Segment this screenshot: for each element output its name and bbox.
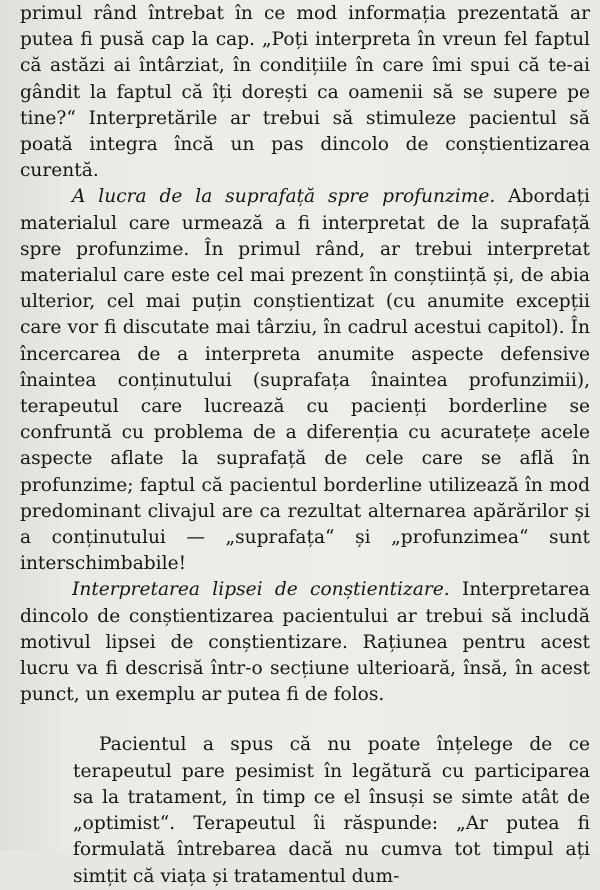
case-example-paragraph [20,732,590,889]
case-example-text: Pacientul a spus că nu poate înțelege de ce terapeutul pare pesimist în legătură cu participarea sa la tratament, în timp ce el însuși se simte atât de „optimist“. Terapeutul îi răspunde: „Ar putea fi formulată întrebarea dacă nu cumva tot timpul ați simțit că viața și tratamentul dum- [73,734,590,887]
body-text [20,1,590,890]
paragraph-2-heading: A lucra de la suprafață spre profunzime. [72,186,496,208]
paragraph-1 [20,1,590,184]
paragraph-2-text: Abordați materialul care urmează a fi interpretat de la suprafață spre profunzime. În primul rând, ar trebui interpretat materialul care este cel mai prezent în conștiință și, de abia ulterior, cel mai puțin conștientizat (cu anumite excepții care vor fi discutate mai târziu, în cadrul acestui capitol). În încercarea de a interpreta anumite aspecte defensive înaintea conținutului (suprafața înaintea profunzimii), terapeutul care lucrează cu pacienți borderline se confruntă cu problema de a diferenția cu acuratețe acele aspecte aflate la suprafață de cele care se află în profunzime; faptul că pacientul borderline utilizează în mod predominant clivajul are ca rezultat alternarea apărărilor și a conținutului — „suprafața“ și „profunzimea“ sunt interschimbabile! [20,186,590,575]
paragraph-1-text: primul rând întrebat în ce mod informația prezentată ar putea fi pusă cap la cap. „Poți interpreta în vreun fel faptul că astăzi ai întârziat, în condițiile în care îmi spui că te-ai gândit la faptul că îți dorești ca oamenii să se supere pe tine?“ Interpretările ar trebui să stimuleze pacientul să poată integra încă un pas dincolo de conștientizarea curentă. [20,3,590,182]
paragraph-3 [20,577,590,708]
paragraph-3-heading: Interpretarea lipsei de conștientizare. [72,579,450,601]
paragraph-2 [20,184,590,577]
paragraph-3-text: Interpretarea dincolo de conștientizarea pacientului ar trebui să includă motivul lipsei de conștientizare. Rațiunea pentru acest lucru va fi descrisă într-o secțiune ulterioară, însă, în acest punct, un exemplu ar putea fi de folos. [20,579,590,706]
